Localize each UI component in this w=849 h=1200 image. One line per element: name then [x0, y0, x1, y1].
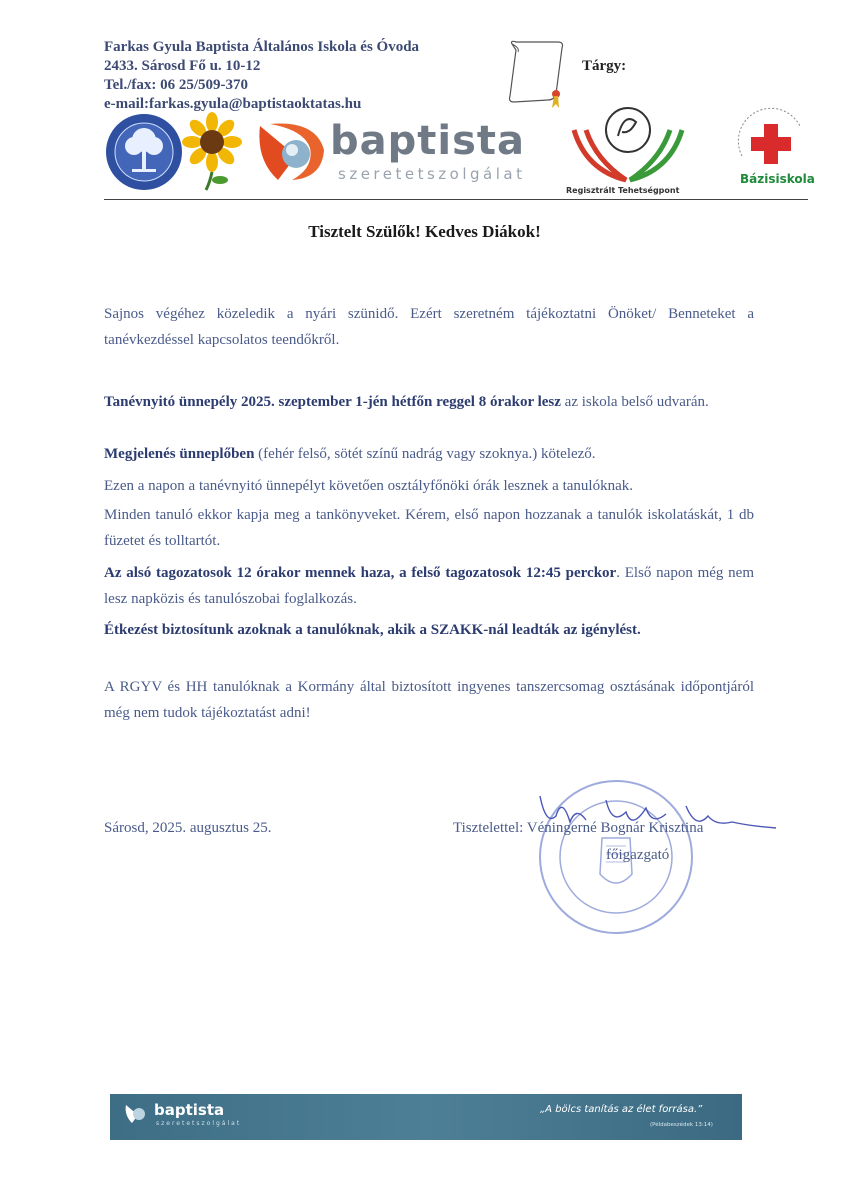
paragraph-meals — [104, 618, 754, 644]
school-seal-logo — [104, 112, 184, 192]
paragraph-opening-ceremony — [104, 390, 754, 416]
opening-ceremony-bold: Tanévnyitó ünnepély 2025. szeptember 1-jén hétfőn reggel 8 órakor lesz — [104, 394, 561, 410]
baptista-brand-word: baptista — [330, 118, 526, 164]
signature-scribble — [536, 786, 782, 846]
signature-regards: Tisztelettel: Véningerné Bognár Krisztina — [453, 820, 704, 836]
meals-bold: Étkezést biztosítunk azoknak a tanulóknak, akik a SZAKK-nál leadták az igénylést. — [104, 622, 641, 638]
signatory-role: főigazgató — [606, 847, 670, 863]
footer-brand: baptista — [154, 1101, 225, 1119]
baptista-logo-icon — [256, 120, 328, 186]
dress-code-bold: Megjelenés ünneplőben — [104, 446, 255, 462]
footer-quote: „A bölcs tanítás az élet forrása.” — [540, 1104, 703, 1115]
dress-code-rest: (fehér felső, sötét színű nadrág vagy szoknya.) kötelező. — [254, 446, 596, 462]
sunflower-icon — [182, 112, 242, 192]
header-divider — [104, 199, 808, 200]
scroll-icon — [506, 38, 570, 110]
red-cross-icon — [736, 106, 808, 172]
paragraph-dismissal — [104, 561, 754, 612]
talent-point-label: Regisztrált Tehetségpont — [566, 186, 680, 195]
letter-title: Tisztelt Szülők! Kedves Diákok! — [308, 222, 541, 241]
paragraph-school-supplies: A RGYV és HH tanulóknak a Kormány által biztosított ingyenes tanszercsomag osztásának időpontjáról még nem tudok tájékoztatást adni! — [104, 679, 754, 721]
base-school-label: Bázisiskola — [740, 172, 815, 186]
subject-label: Tárgy: — [582, 58, 627, 74]
school-phone: Tel./fax: 06 25/509-370 — [104, 77, 249, 93]
letterhead-text — [104, 38, 419, 114]
talent-point-logo — [566, 100, 690, 184]
school-name: Farkas Gyula Baptista Általános Iskola és Óvoda — [104, 39, 420, 55]
paragraph-dress-code — [104, 442, 754, 468]
school-address: 2433. Sárosd Fő u. 10-12 — [104, 58, 261, 74]
paragraph-class-hours: Ezen a napon a tanévnyitó ünnepélyt követően osztályfőnöki órák lesznek a tanulóknak. — [104, 478, 633, 494]
dismissal-bold: Az alsó tagozatosok 12 órakor mennek haza, a felső tagozatosok 12:45 perckor — [104, 565, 617, 581]
footer-brand-sub: szeretetszolgálat — [156, 1120, 242, 1127]
school-email: e-mail:farkas.gyula@baptistaoktatas.hu — [104, 96, 362, 112]
dismissal-rest: . Első napon még nem lesz napközis és tanulószobai foglalkozás. — [104, 565, 754, 607]
footer-quote-ref: (Példabeszédek 13:14) — [650, 1122, 713, 1128]
place-date: Sárosd, 2025. augusztus 25. — [104, 820, 272, 836]
paragraph-textbooks: Minden tanuló ekkor kapja meg a tankönyveket. Kérem, első napon hozzanak a tanulók iskolatáskát, 1 db füzetet és tolltartót. — [104, 507, 754, 549]
baptista-brand-sub: szeretetszolgálat — [338, 165, 526, 183]
opening-ceremony-rest: az iskola belső udvarán. — [560, 394, 709, 410]
paragraph-intro: Sajnos végéhez közeledik a nyári szünidő. Ezért szeretném tájékoztatni Önöket/ Benneteket a tanévkezdéssel kapcsolatos teendőkről. — [104, 306, 754, 348]
footer-baptista-logo-icon — [124, 1101, 150, 1127]
